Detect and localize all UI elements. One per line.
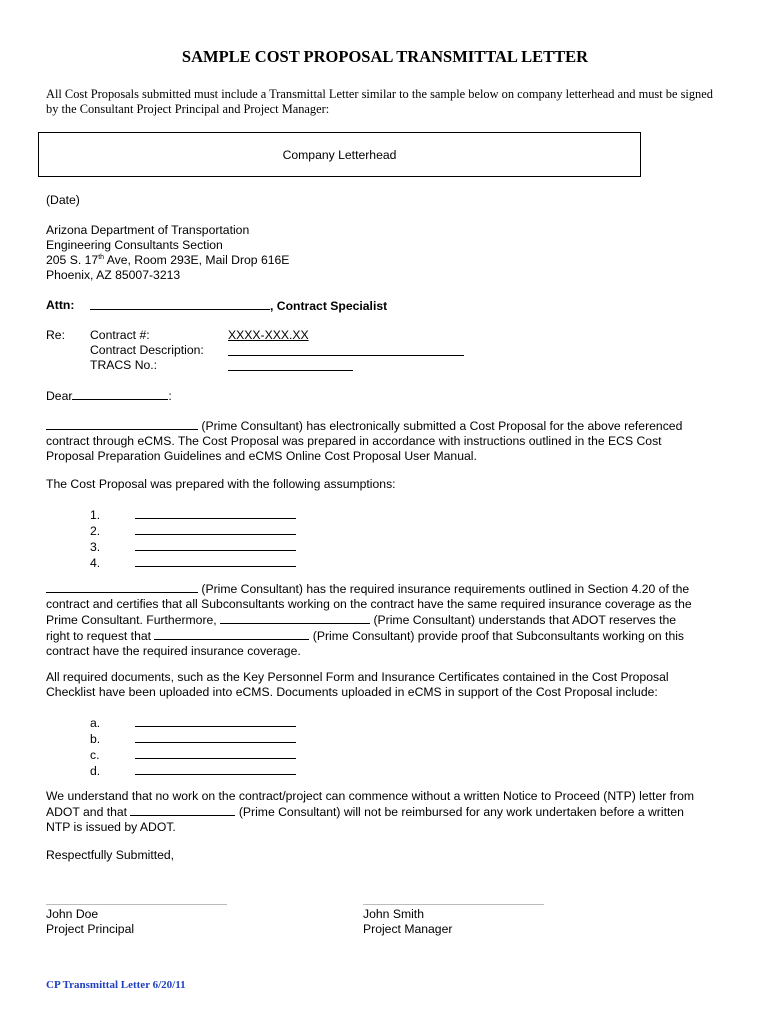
date-placeholder: (Date) [46,193,80,207]
paragraph-ntp [46,789,724,835]
assumptions-intro: The Cost Proposal was prepared with the following assumptions: [46,477,396,491]
paragraph-insurance [46,581,724,659]
paragraph-line: contract have the required insurance coverage. [46,644,301,658]
contract-number-label: Contract #: [90,328,150,342]
address-line-1: Arizona Department of Transportation [46,223,250,237]
signatory-principal [46,907,134,937]
paragraph-line: NTP is issued by ADOT. [46,820,176,834]
list-item: 3. [90,539,296,555]
signatory-name: John Smith [363,907,424,921]
signature-line-principal [46,904,227,905]
attn-label: Attn: [46,298,75,312]
paragraph-line: (Prime Consultant) has electronically submitted a Cost Proposal for the above referenced [46,418,724,434]
list-item: c. [90,747,296,763]
paragraph-line: ADOT and that (Prime Consultant) will not be reimbursed for any work undertaken before a written [46,805,684,819]
re-label: Re: [46,328,65,342]
signatory-name: John Doe [46,907,99,921]
closing: Respectfully Submitted, [46,848,175,862]
salutation-blank [72,388,168,400]
letterhead-box [38,132,641,177]
list-item: b. [90,731,296,747]
salutation: Dear : [46,389,172,403]
list-item: 2. [90,523,296,539]
prime-consultant-blank [46,418,198,430]
tracs-blank [228,358,353,371]
assumptions-list [90,507,296,571]
paragraph-documents [46,670,724,700]
list-item: a. [90,715,296,731]
attn-line [90,298,387,314]
paragraph-line: contract through eCMS. The Cost Proposal was prepared in accordance with instructions outlined in the ECS Cost [46,434,662,448]
attn-suffix: , Contract Specialist [270,299,388,313]
paragraph-line: We understand that no work on the contract/project can commence without a written Notice to Proceed (NTP) letter from [46,789,695,803]
signatory-title: Project Principal [46,922,135,936]
signatory-manager [363,907,452,937]
signatory-title: Project Manager [363,922,453,936]
paragraph-line: Prime Consultant. Furthermore, (Prime Consultant) understands that ADOT reserves the [46,613,677,627]
paragraph-submission [46,418,724,464]
attn-blank [90,298,270,310]
list-item: d. [90,763,296,779]
letterhead-label: Company Letterhead [282,148,397,162]
paragraph-line: (Prime Consultant) has the required insurance requirements outlined in Section 4.20 of the [46,581,724,597]
list-item: 1. [90,507,296,523]
signature-line-manager [363,904,544,905]
intro-paragraph: All Cost Proposals submitted must include a Transmittal Letter similar to the sample below on company letterhead and must be signed by the Consultant Project Principal and Project Manager: [46,87,713,116]
contract-description-blank [228,343,464,356]
address-line-3: 205 S. 17th Ave, Room 293E, Mail Drop 616E [46,253,290,267]
contract-description-label: Contract Description: [90,343,204,357]
contract-number-value: XXXX-XXX.XX [228,328,309,342]
address-line-2: Engineering Consultants Section [46,238,223,252]
documents-list [90,715,296,779]
paragraph-line: Checklist have been uploaded into eCMS. Documents uploaded in eCMS in support of the Cost Proposal include: [46,685,658,699]
page-title: SAMPLE COST PROPOSAL TRANSMITTAL LETTER [181,47,589,66]
list-item: 4. [90,555,296,571]
tracs-label: TRACS No.: [90,358,158,372]
paragraph-line: Proposal Preparation Guidelines and eCMS Online Cost Proposal User Manual. [46,449,477,463]
paragraph-line: right to request that (Prime Consultant) provide proof that Subconsultants working on this [46,629,685,643]
recipient-address [46,223,289,283]
paragraph-line: All required documents, such as the Key Personnel Form and Insurance Certificates contained in the Cost Proposal [46,670,669,684]
paragraph-line: contract and certifies that all Subconsultants working on the contract have the same required insurance coverage as the [46,597,692,611]
footer-document-id: CP Transmittal Letter 6/20/11 [46,979,186,991]
prime-consultant-blank [46,581,198,593]
address-line-4: Phoenix, AZ 85007-3213 [46,268,181,282]
